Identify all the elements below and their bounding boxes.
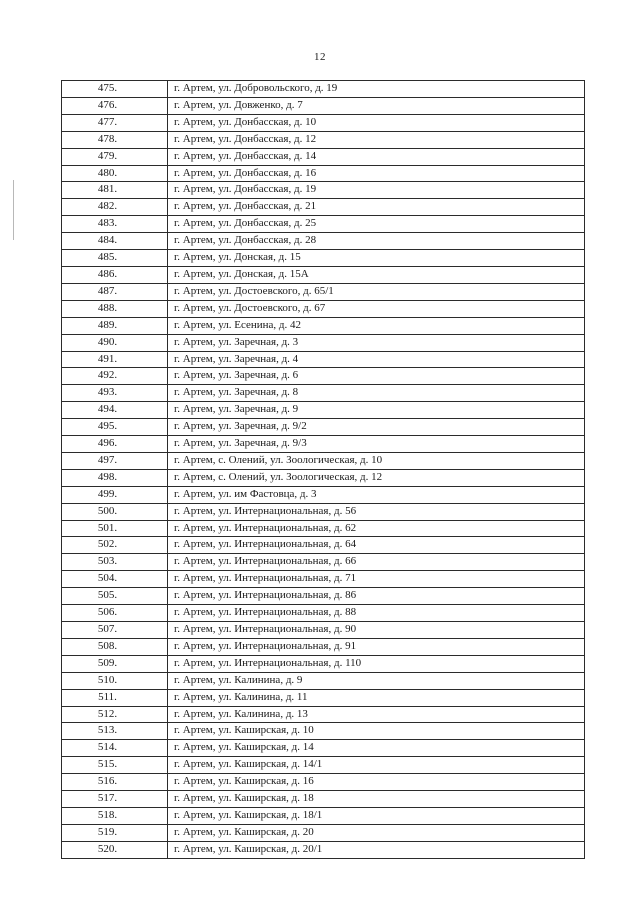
- row-number-cell: 490.: [62, 334, 168, 351]
- row-number-cell: 513.: [62, 723, 168, 740]
- table-row: [62, 317, 585, 334]
- row-number-cell: 516.: [62, 774, 168, 791]
- address-cell: г. Артем, ул. Заречная, д. 6: [168, 368, 585, 385]
- address-cell: г. Артем, ул. Заречная, д. 4: [168, 351, 585, 368]
- table-row: [62, 588, 585, 605]
- address-cell: г. Артем, ул. Интернациональная, д. 62: [168, 520, 585, 537]
- table-row: [62, 622, 585, 639]
- row-number-cell: 495.: [62, 419, 168, 436]
- table-row: [62, 250, 585, 267]
- row-number-cell: 500.: [62, 503, 168, 520]
- row-number-cell: 491.: [62, 351, 168, 368]
- table-row: [62, 334, 585, 351]
- address-cell: г. Артем, ул. Заречная, д. 9/3: [168, 436, 585, 453]
- row-number-cell: 517.: [62, 791, 168, 808]
- row-number-cell: 478.: [62, 131, 168, 148]
- table-row: [62, 672, 585, 689]
- table-row: [62, 571, 585, 588]
- row-number-cell: 507.: [62, 622, 168, 639]
- address-cell: г. Артем, ул. Интернациональная, д. 88: [168, 605, 585, 622]
- address-cell: г. Артем, с. Олений, ул. Зоологическая, д. 10: [168, 452, 585, 469]
- table-row: [62, 97, 585, 114]
- table-row: [62, 655, 585, 672]
- row-number-cell: 479.: [62, 148, 168, 165]
- table-row: [62, 165, 585, 182]
- table-row: [62, 723, 585, 740]
- table-row: [62, 283, 585, 300]
- address-cell: г. Артем, ул. Интернациональная, д. 64: [168, 537, 585, 554]
- table-row: [62, 638, 585, 655]
- address-cell: г. Артем, ул. Каширская, д. 20/1: [168, 841, 585, 858]
- row-number-cell: 504.: [62, 571, 168, 588]
- row-number-cell: 480.: [62, 165, 168, 182]
- row-number-cell: 505.: [62, 588, 168, 605]
- row-number-cell: 488.: [62, 300, 168, 317]
- table-row: [62, 216, 585, 233]
- table-row: [62, 605, 585, 622]
- address-cell: г. Артем, ул. Донская, д. 15А: [168, 266, 585, 283]
- row-number-cell: 493.: [62, 385, 168, 402]
- table-row: [62, 824, 585, 841]
- row-number-cell: 486.: [62, 266, 168, 283]
- row-number-cell: 494.: [62, 402, 168, 419]
- address-cell: г. Артем, ул. Донбасская, д. 14: [168, 148, 585, 165]
- row-number-cell: 481.: [62, 182, 168, 199]
- address-cell: г. Артем, ул. Достоевского, д. 65/1: [168, 283, 585, 300]
- row-number-cell: 503.: [62, 554, 168, 571]
- row-number-cell: 496.: [62, 436, 168, 453]
- row-number-cell: 509.: [62, 655, 168, 672]
- address-cell: г. Артем, ул. Донбасская, д. 28: [168, 233, 585, 250]
- address-cell: г. Артем, ул. Каширская, д. 18/1: [168, 807, 585, 824]
- address-cell: г. Артем, ул. Калинина, д. 13: [168, 706, 585, 723]
- row-number-cell: 492.: [62, 368, 168, 385]
- table-row: [62, 81, 585, 98]
- address-table: [61, 80, 585, 859]
- row-number-cell: 476.: [62, 97, 168, 114]
- table-row: [62, 554, 585, 571]
- table-row: [62, 199, 585, 216]
- row-number-cell: 514.: [62, 740, 168, 757]
- table-row: [62, 351, 585, 368]
- address-cell: г. Артем, ул. Достоевского, д. 67: [168, 300, 585, 317]
- address-cell: г. Артем, ул. Заречная, д. 3: [168, 334, 585, 351]
- row-number-cell: 520.: [62, 841, 168, 858]
- address-cell: г. Артем, ул. Донбасская, д. 19: [168, 182, 585, 199]
- table-row: [62, 537, 585, 554]
- address-cell: г. Артем, ул. Интернациональная, д. 91: [168, 638, 585, 655]
- address-cell: г. Артем, ул. Заречная, д. 9/2: [168, 419, 585, 436]
- row-number-cell: 511.: [62, 689, 168, 706]
- address-cell: г. Артем, ул. Донбасская, д. 12: [168, 131, 585, 148]
- address-cell: г. Артем, ул. Донбасская, д. 10: [168, 114, 585, 131]
- address-cell: г. Артем, ул. им Фастовца, д. 3: [168, 486, 585, 503]
- row-number-cell: 519.: [62, 824, 168, 841]
- table-row: [62, 131, 585, 148]
- row-number-cell: 485.: [62, 250, 168, 267]
- address-cell: г. Артем, ул. Каширская, д. 10: [168, 723, 585, 740]
- address-cell: г. Артем, ул. Каширская, д. 16: [168, 774, 585, 791]
- address-cell: г. Артем, ул. Есенина, д. 42: [168, 317, 585, 334]
- address-cell: г. Артем, ул. Каширская, д. 14/1: [168, 757, 585, 774]
- address-cell: г. Артем, ул. Донбасская, д. 16: [168, 165, 585, 182]
- row-number-cell: 483.: [62, 216, 168, 233]
- address-cell: г. Артем, ул. Донбасская, д. 21: [168, 199, 585, 216]
- table-row: [62, 807, 585, 824]
- table-row: [62, 486, 585, 503]
- row-number-cell: 475.: [62, 81, 168, 98]
- row-number-cell: 502.: [62, 537, 168, 554]
- row-number-cell: 499.: [62, 486, 168, 503]
- address-cell: г. Артем, ул. Довженко, д. 7: [168, 97, 585, 114]
- row-number-cell: 510.: [62, 672, 168, 689]
- row-number-cell: 489.: [62, 317, 168, 334]
- table-row: [62, 148, 585, 165]
- address-cell: г. Артем, ул. Каширская, д. 20: [168, 824, 585, 841]
- address-cell: г. Артем, ул. Калинина, д. 11: [168, 689, 585, 706]
- scan-artifact-line: [13, 180, 14, 240]
- table-row: [62, 791, 585, 808]
- address-cell: г. Артем, ул. Интернациональная, д. 90: [168, 622, 585, 639]
- table-row: [62, 706, 585, 723]
- row-number-cell: 508.: [62, 638, 168, 655]
- address-cell: г. Артем, ул. Донбасская, д. 25: [168, 216, 585, 233]
- address-cell: г. Артем, ул. Интернациональная, д. 71: [168, 571, 585, 588]
- row-number-cell: 497.: [62, 452, 168, 469]
- row-number-cell: 484.: [62, 233, 168, 250]
- table-row: [62, 419, 585, 436]
- table-row: [62, 233, 585, 250]
- address-cell: г. Артем, ул. Интернациональная, д. 66: [168, 554, 585, 571]
- page-number: 12: [314, 51, 326, 63]
- address-cell: г. Артем, ул. Интернациональная, д. 56: [168, 503, 585, 520]
- address-cell: г. Артем, ул. Добровольского, д. 19: [168, 81, 585, 98]
- table-row: [62, 757, 585, 774]
- row-number-cell: 487.: [62, 283, 168, 300]
- address-cell: г. Артем, ул. Каширская, д. 18: [168, 791, 585, 808]
- table-row: [62, 503, 585, 520]
- table-row: [62, 452, 585, 469]
- row-number-cell: 498.: [62, 469, 168, 486]
- row-number-cell: 506.: [62, 605, 168, 622]
- table-row: [62, 774, 585, 791]
- table-row: [62, 114, 585, 131]
- row-number-cell: 515.: [62, 757, 168, 774]
- address-cell: г. Артем, с. Олений, ул. Зоологическая, д. 12: [168, 469, 585, 486]
- table-row: [62, 385, 585, 402]
- table-row: [62, 520, 585, 537]
- row-number-cell: 512.: [62, 706, 168, 723]
- address-cell: г. Артем, ул. Интернациональная, д. 86: [168, 588, 585, 605]
- table-row: [62, 689, 585, 706]
- row-number-cell: 501.: [62, 520, 168, 537]
- table-row: [62, 368, 585, 385]
- address-cell: г. Артем, ул. Каширская, д. 14: [168, 740, 585, 757]
- table-row: [62, 740, 585, 757]
- address-table-body: [62, 81, 585, 859]
- address-cell: г. Артем, ул. Заречная, д. 9: [168, 402, 585, 419]
- table-row: [62, 182, 585, 199]
- address-cell: г. Артем, ул. Заречная, д. 8: [168, 385, 585, 402]
- address-cell: г. Артем, ул. Интернациональная, д. 110: [168, 655, 585, 672]
- row-number-cell: 477.: [62, 114, 168, 131]
- table-row: [62, 300, 585, 317]
- table-row: [62, 266, 585, 283]
- table-row: [62, 402, 585, 419]
- table-row: [62, 841, 585, 858]
- table-row: [62, 436, 585, 453]
- row-number-cell: 518.: [62, 807, 168, 824]
- address-cell: г. Артем, ул. Калинина, д. 9: [168, 672, 585, 689]
- row-number-cell: 482.: [62, 199, 168, 216]
- table-row: [62, 469, 585, 486]
- address-cell: г. Артем, ул. Донская, д. 15: [168, 250, 585, 267]
